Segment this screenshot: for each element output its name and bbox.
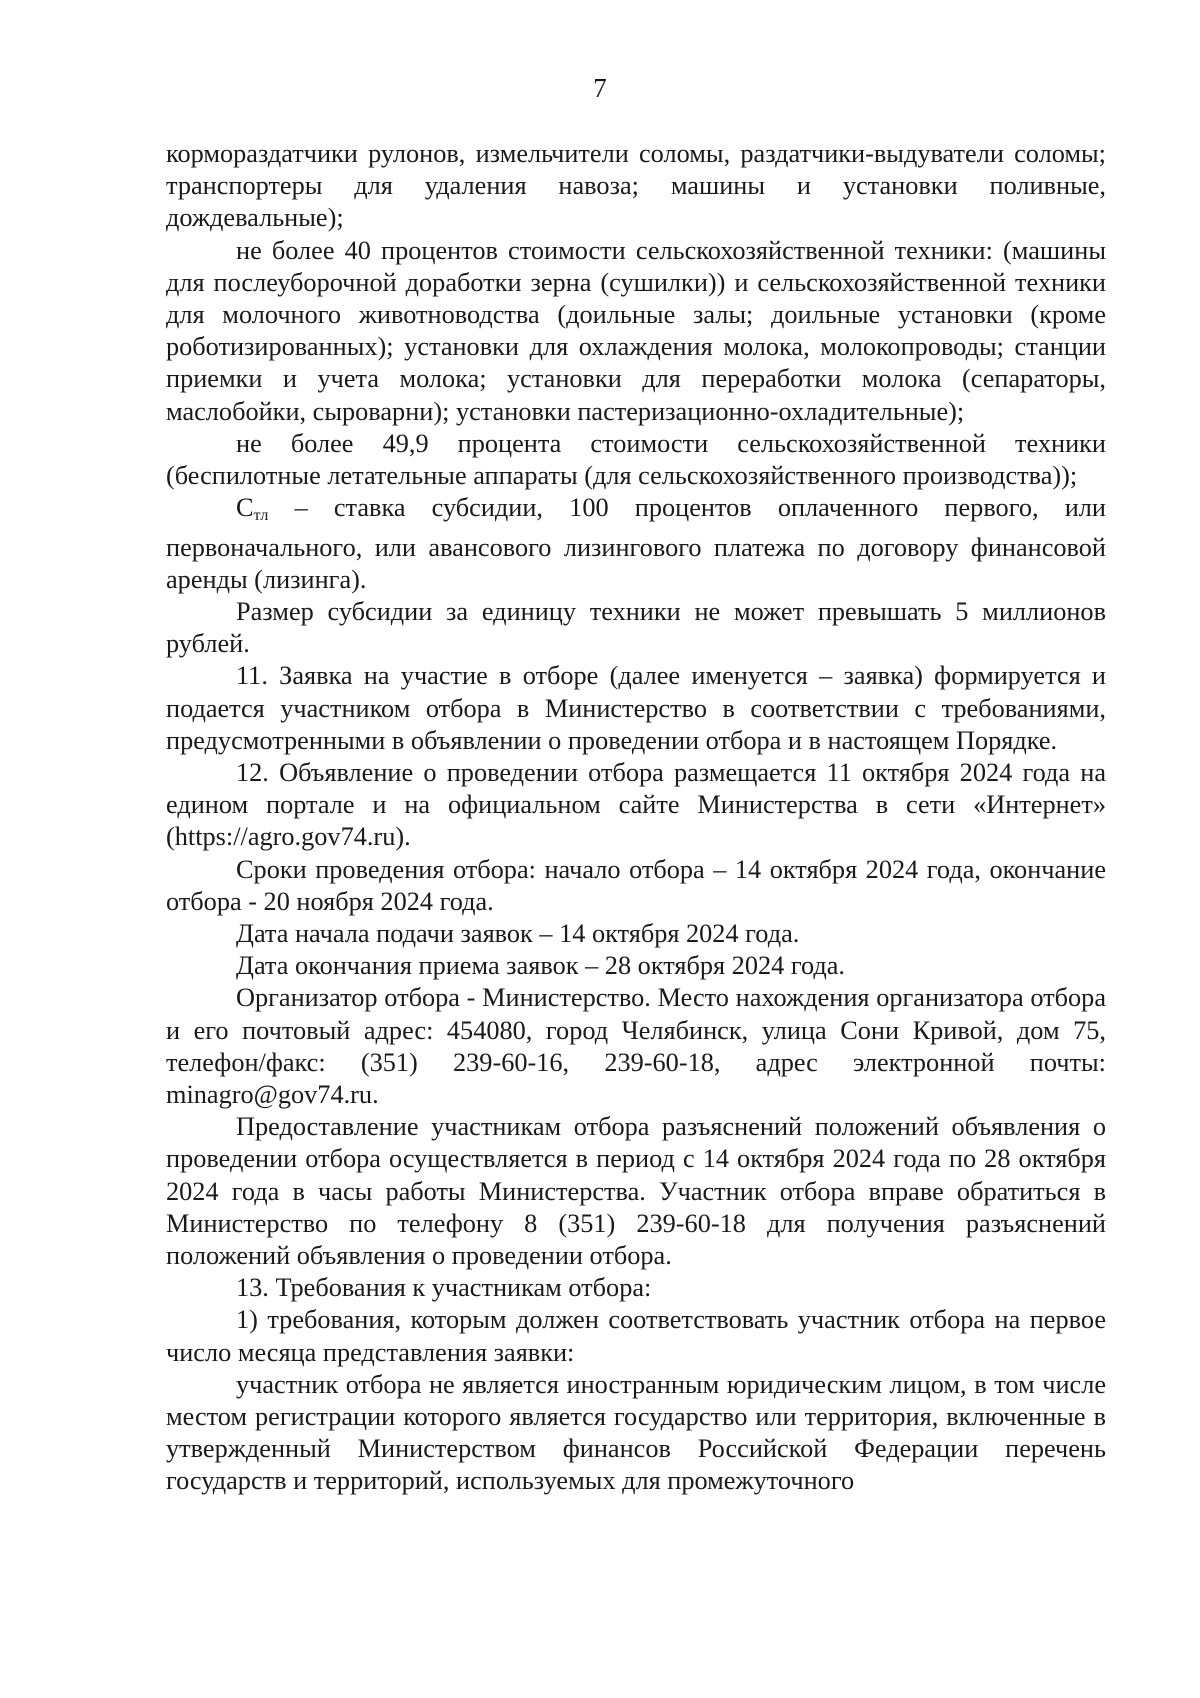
paragraph-section-13: 13. Требования к участникам отбора: [236,1273,652,1303]
page-number: 7 [593,73,607,103]
paragraph-subsidy-limit: Размер субсидии за единицу техники не может превышать 5 миллионов рублей. [166,596,1106,659]
paragraph-not-foreign-entity: участник отбора не является иностранным юридическим лицом, в том числе местом регистрации которого является государство или территория, включенные в утвержденный Министерством финансов Российской Федерации перечень государств и территорий, используемых для промежуточного [166,1369,1106,1496]
rate-symbol: С [236,493,254,523]
paragraph-application-start: Дата начала подачи заявок – 14 октября 2024 года. [236,918,800,948]
document-body [166,138,1106,1498]
paragraph-40-percent: не более 40 процентов стоимости сельскохозяйственной техники: (машины для послеуборочной доработки зерна (сушилки)) и сельскохозяйственной техники для молочного животноводства (доильные залы; доильные установки (кроме роботизированных); установки для охлаждения молока, молокопроводы; станции приемки и учета молока; установки для переработки молока (сепараторы, маслобойки, сыроварни); установки пастеризационно-охладительные); [166,235,1106,426]
paragraph-section-12: 12. Объявление о проведении отбора размещается 11 октября 2024 года на едином портале и на официальном сайте Министерства в сети «Интернет» (https://agro.gov74.ru). [166,757,1106,852]
paragraph-subsidy-rate [166,492,1106,596]
paragraph-equipment-list-end: кормораздатчики рулонов, измельчители соломы, раздатчики-выдуватели соломы; транспортеры для удаления навоза; машины и установки поливные, дождевальные); [166,139,1106,233]
paragraph-clarifications: Предоставление участникам отбора разъяснений положений объявления о проведении отбора осуществляется в период с 14 октября 2024 года по 28 октября 2024 года в часы работы Министерства. Участник отбора вправе обратиться в Министерство по телефону 8 (351) 239-60-18 для получения разъяснений положений объявления о проведении отбора. [166,1112,1106,1270]
rate-subscript: тл [253,505,269,525]
paragraph-selection-dates: Сроки проведения отбора: начало отбора – 14 октября 2024 года, окончание отбора - 20 ноября 2024 года. [166,854,1106,916]
rate-definition: – ставка субсидии, 100 процентов оплаченного первого, или первоначального, или авансового лизингового платежа по договору финансовой аренды (лизинга). [166,493,1106,594]
paragraph-requirements-1: 1) требования, которым должен соответствовать участник отбора на первое число месяца представления заявки: [166,1305,1106,1367]
paragraph-application-end: Дата окончания приема заявок – 28 октября 2024 года. [236,951,846,981]
paragraph-49-9-percent: не более 49,9 процента стоимости сельскохозяйственной техники (беспилотные летательные аппараты (для сельскохозяйственного производства)); [166,428,1106,491]
paragraph-section-11: 11. Заявка на участие в отборе (далее именуется – заявка) формируется и подается участником отбора в Министерство в соответствии с требованиями, предусмотренными в объявлении о проведении отбора и в настоящем Порядке. [166,661,1106,755]
paragraph-organizer: Организатор отбора - Министерство. Место нахождения организатора отбора и его почтовый адрес: 454080, город Челябинск, улица Сони Кривой, дом 75, телефон/факс: (351) 239-60-16, 239-60-18, адрес электронной почты: minagro@gov74.ru. [166,983,1106,1109]
